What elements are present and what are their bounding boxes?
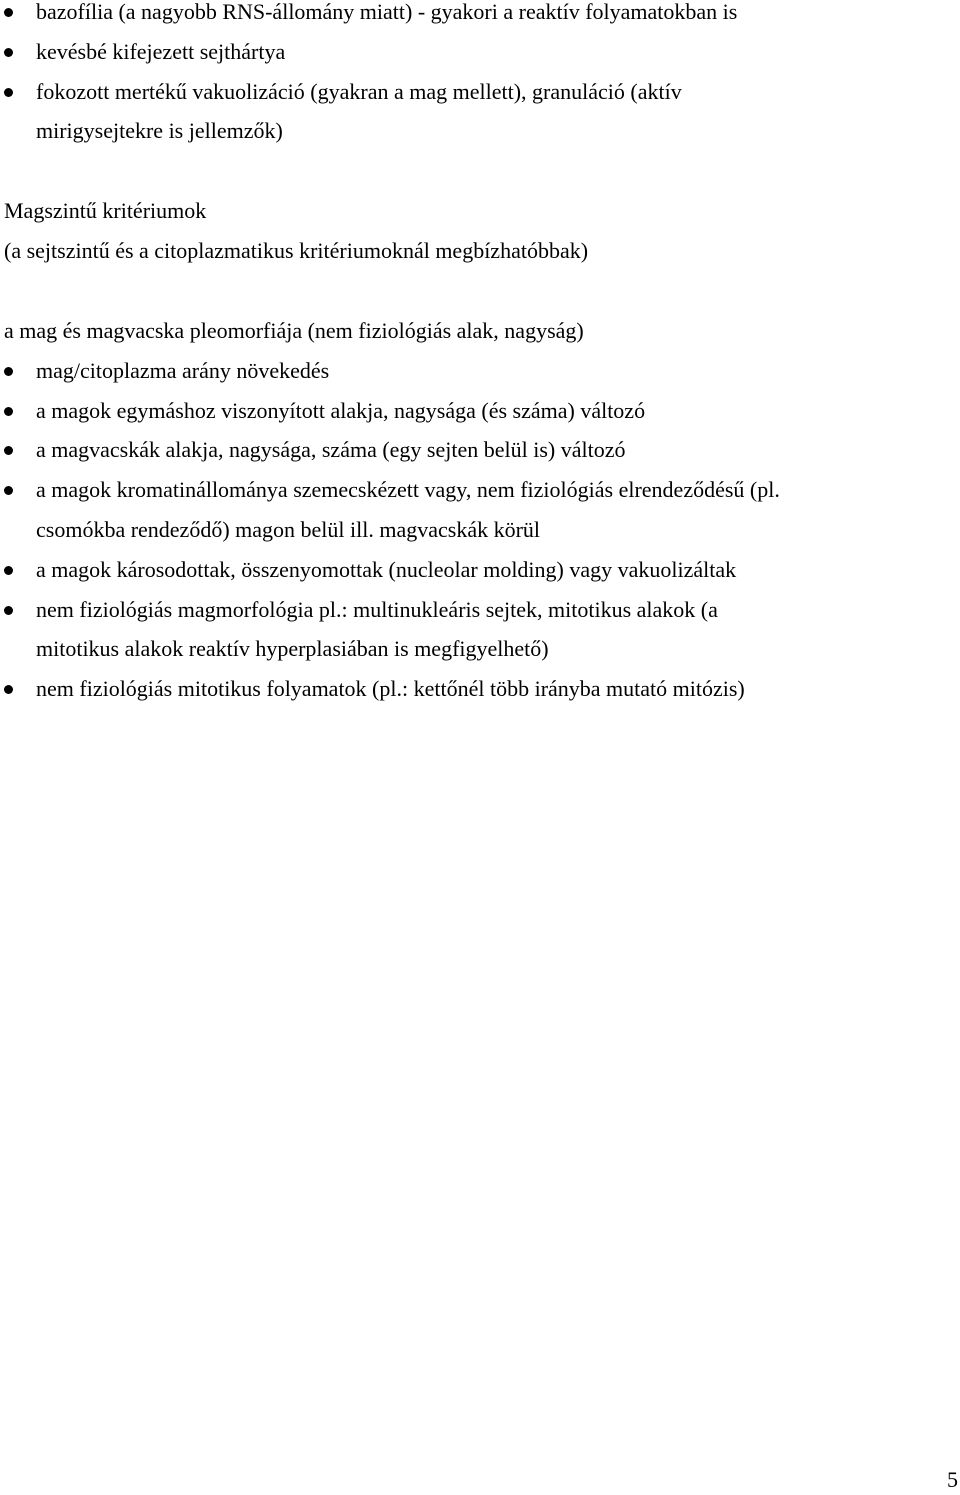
list-item-continuation — [0, 111, 940, 151]
list-item — [0, 351, 940, 391]
bullet-icon — [4, 367, 13, 376]
bullet-icon — [4, 566, 13, 575]
list-item-continuation — [0, 629, 940, 669]
list-item-text: a magok kromatinállománya szemecskézett vagy, nem fiziológiás elrendeződésű (pl. — [36, 477, 780, 502]
section-heading — [0, 191, 940, 231]
list-item-text: a magok egymáshoz viszonyított alakja, nagysága (és száma) változó — [36, 398, 646, 423]
list-item — [0, 430, 940, 470]
list-item — [0, 669, 940, 709]
list-item — [0, 550, 940, 590]
list-item-text: fokozott mertékű vakuolizáció (gyakran a mag mellett), granuláció (aktív — [36, 79, 682, 104]
list-item — [0, 590, 940, 630]
list-item-text: nem fiziológiás magmorfológia pl.: multinukleáris sejtek, mitotikus alakok (a — [36, 597, 718, 622]
list-item — [0, 72, 940, 112]
list-item — [0, 391, 940, 431]
page-number: 5 — [947, 1467, 958, 1492]
list-item — [0, 0, 940, 32]
list-item-text: bazofília (a nagyobb RNS-állomány miatt) - gyakori a reaktív folyamatokban is — [36, 0, 738, 24]
section-intro-text: a mag és magvacska pleomorfiája (nem fiziológiás alak, nagyság) — [4, 318, 584, 343]
bullet-icon — [4, 486, 13, 495]
bullet-icon — [4, 606, 13, 615]
list-item — [0, 32, 940, 72]
list-item-continuation — [0, 510, 940, 550]
section-subheading-text: (a sejtszintű és a citoplazmatikus kritériumoknál megbízhatóbbak) — [4, 238, 589, 263]
section-intro — [0, 311, 940, 351]
bullet-icon — [4, 685, 13, 694]
bullet-icon — [4, 407, 13, 416]
list-item-text: mitotikus alakok reaktív hyperplasiában is megfigyelhető) — [36, 636, 549, 661]
list-item-text: csomókba rendeződő) magon belül ill. magvacskák körül — [36, 517, 541, 542]
list-item — [0, 470, 940, 510]
list-item-text: mirigysejtekre is jellemzők) — [36, 118, 283, 143]
list-item-text: mag/citoplazma arány növekedés — [36, 358, 330, 383]
list-item-text: a magok károsodottak, összenyomottak (nucleolar molding) vagy vakuolizáltak — [36, 557, 737, 582]
section-subheading — [0, 231, 940, 271]
bullet-icon — [4, 48, 13, 57]
bullet-icon — [4, 8, 13, 17]
bullet-icon — [4, 88, 13, 97]
bullet-icon — [4, 446, 13, 455]
list-item-text: nem fiziológiás mitotikus folyamatok (pl.: kettőnél több irányba mutató mitózis) — [36, 676, 745, 701]
section-heading-text: Magszintű kritériumok — [4, 198, 207, 223]
list-item-text: a magvacskák alakja, nagysága, száma (egy sejten belül is) változó — [36, 437, 626, 462]
list-item-text: kevésbé kifejezett sejthártya — [36, 39, 286, 64]
